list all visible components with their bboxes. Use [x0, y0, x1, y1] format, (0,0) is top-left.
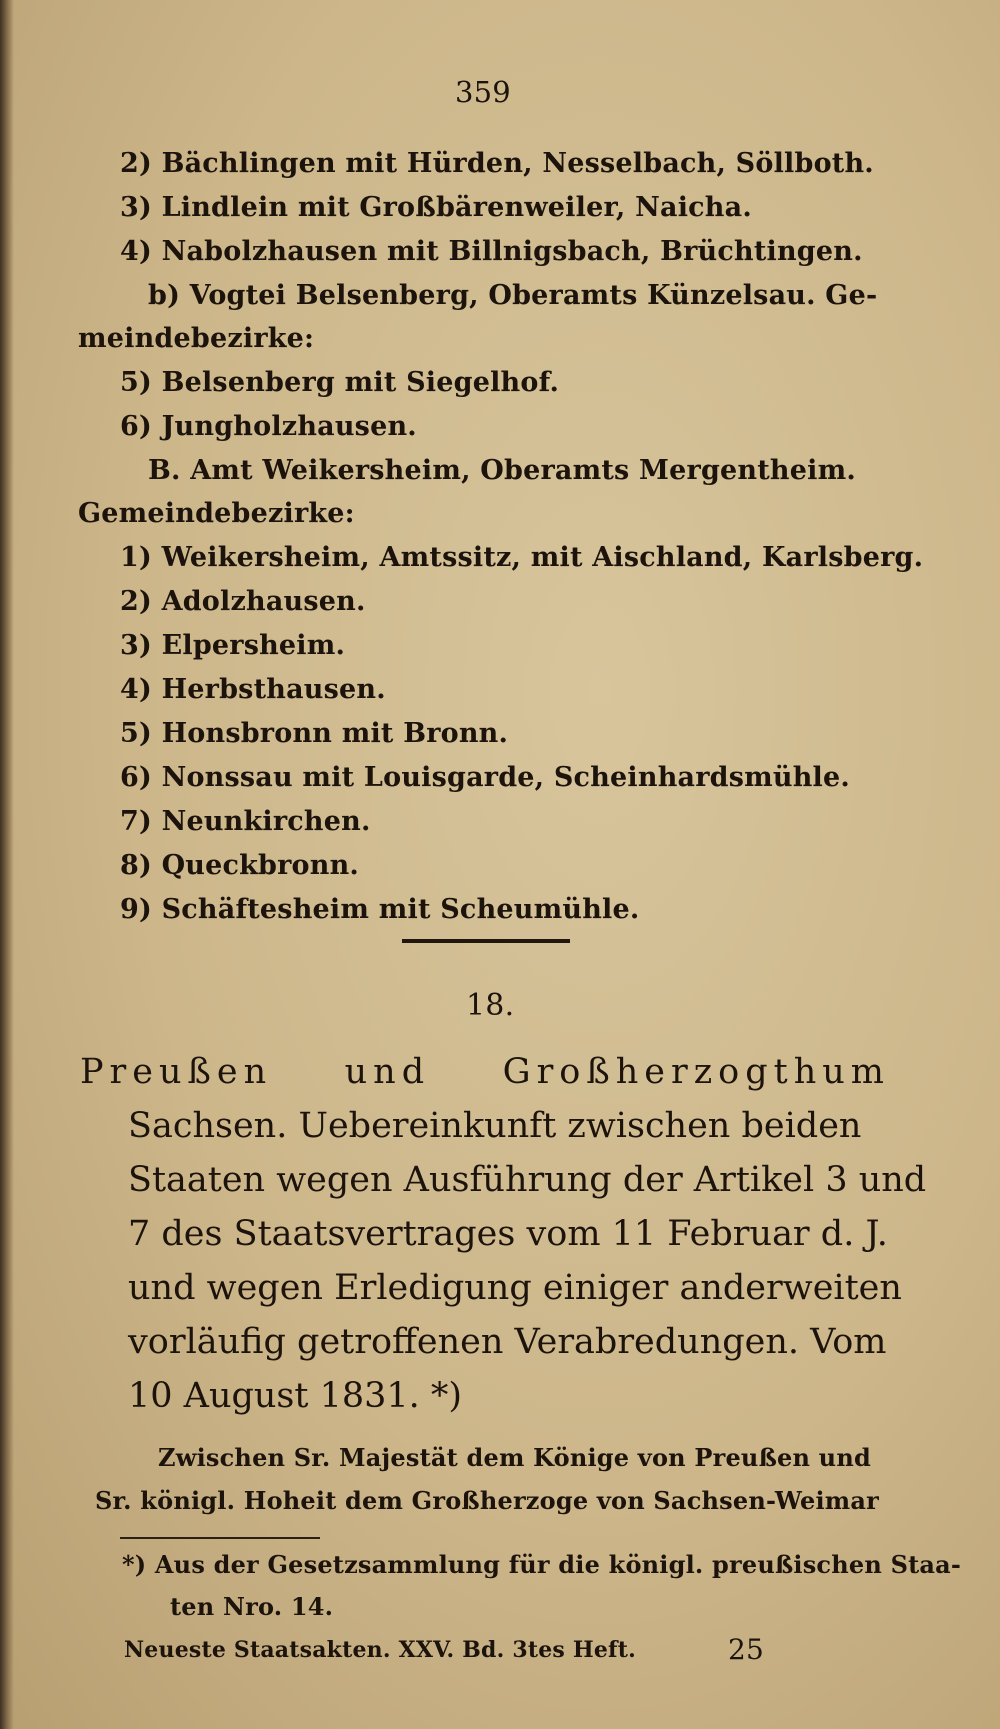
- list-item: 5) Honsbronn mit Bronn.: [120, 718, 509, 749]
- title-line: Sachsen. Uebereinkunft zwischen beiden: [128, 1106, 862, 1146]
- list-item: 1) Weikersheim, Amtssitz, mit Aischland, Karlsberg.: [120, 542, 924, 573]
- list-item: 6) Jungholzhausen.: [120, 411, 417, 442]
- list-item: 7) Neunkirchen.: [120, 806, 371, 837]
- sheet-number: 25: [728, 1633, 765, 1666]
- footnote-line: ten Nro. 14.: [170, 1592, 334, 1621]
- list-item: 3) Elpersheim.: [120, 630, 346, 661]
- page-edge-shadow: [0, 0, 14, 1729]
- title-line: 7 des Staatsvertrages vom 11 Februar d. J.: [128, 1214, 888, 1254]
- section-number: 18.: [466, 988, 515, 1023]
- page-number: 359: [455, 75, 511, 109]
- section-heading: b) Vogtei Belsenberg, Oberamts Künzelsau. Ge-: [148, 280, 878, 311]
- list-item: 2) Adolzhausen.: [120, 586, 366, 617]
- section-divider: [402, 939, 570, 943]
- list-item: 4) Herbsthausen.: [120, 674, 386, 705]
- list-item: 2) Bächlingen mit Hürden, Nesselbach, Söllboth.: [120, 148, 874, 179]
- footnote-line: *) Aus der Gesetzsammlung für die königl. preußischen Staa-: [122, 1550, 962, 1579]
- title-line: und wegen Erledigung einiger anderweiten: [128, 1268, 902, 1308]
- body-text-line: Sr. königl. Hoheit dem Großherzoge von Sachsen-Weimar: [95, 1486, 880, 1515]
- footnote-rule: [120, 1537, 320, 1539]
- list-item: 3) Lindlein mit Großbärenweiler, Naicha.: [120, 192, 752, 223]
- signature-mark: Neueste Staatsakten. XXV. Bd. 3tes Heft.: [124, 1637, 636, 1663]
- title-line: Staaten wegen Ausführung der Artikel 3 und: [128, 1160, 927, 1200]
- list-item: 5) Belsenberg mit Siegelhof.: [120, 367, 560, 398]
- list-item: 9) Schäftesheim mit Scheumühle.: [120, 894, 640, 925]
- section-heading-continued: Gemeindebezirke:: [78, 498, 355, 529]
- list-item: 8) Queckbronn.: [120, 850, 360, 881]
- title-line: Preußen und Großherzogthum: [80, 1052, 890, 1092]
- body-text-line: Zwischen Sr. Majestät dem Könige von Preußen und: [158, 1443, 871, 1472]
- list-item: 6) Nonssau mit Louisgarde, Scheinhardsmühle.: [120, 762, 850, 793]
- section-heading-continued: meindebezirke:: [78, 323, 315, 354]
- list-item: 4) Nabolzhausen mit Billnigsbach, Brüchtingen.: [120, 236, 863, 267]
- title-line: vorläufig getroffenen Verabredungen. Vom: [128, 1322, 887, 1362]
- section-heading: B. Amt Weikersheim, Oberamts Mergentheim.: [148, 455, 856, 486]
- title-line: 10 August 1831. *): [128, 1376, 463, 1416]
